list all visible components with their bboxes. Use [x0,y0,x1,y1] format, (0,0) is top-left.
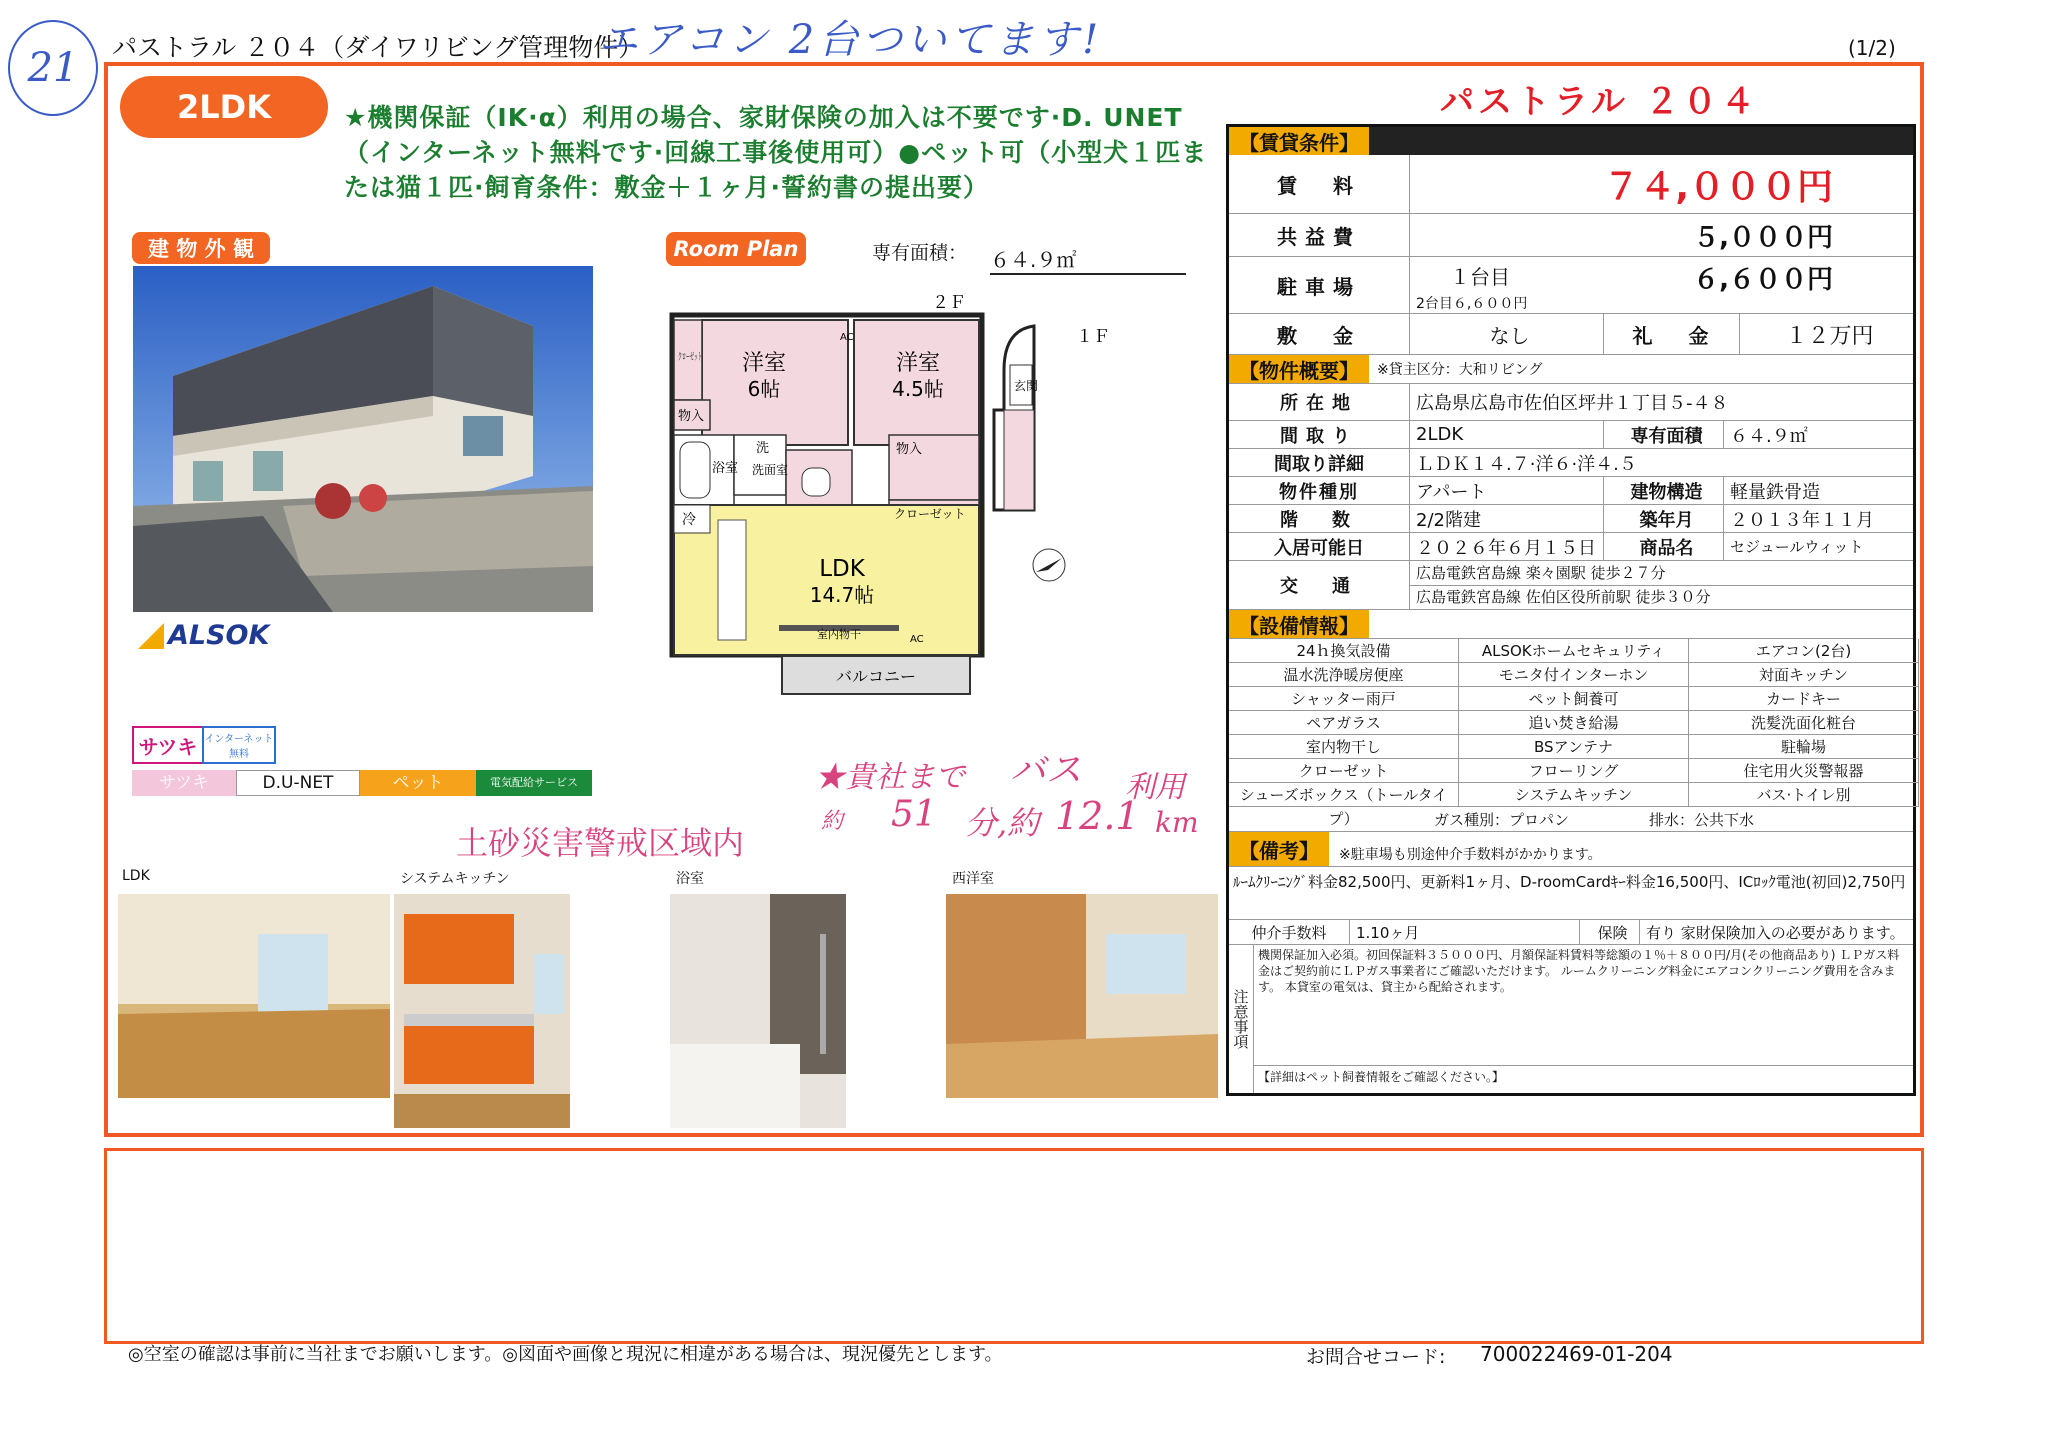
floor-2-label: ２Ｆ [932,293,966,313]
structure-value: 軽量鉄骨造 [1723,477,1913,504]
detail-label: 間取り詳細 [1274,453,1364,475]
access-line2a: 約 [821,809,844,834]
ldk-size: 14.7帖 [809,583,875,607]
transport-line-1: 広島電鉄宮島線 楽々園駅 徒歩２７分 [1410,561,1913,586]
notes-block [1229,945,1913,1093]
access-line2c: 分,約 [965,804,1040,842]
fees-text: ﾙｰﾑｸﾘｰﾆﾝｸﾞ料金82,500円、更新料1ヶ月、D-roomCardｷｰ料金16,500円、ICﾛｯｸ電池(初回)2,750円 [1229,867,1913,920]
washroom-label: 洗面室 [752,463,789,477]
page-number: (1/2) [1848,36,1896,60]
layout-badge: 2LDK [120,76,328,138]
common-value: ５,０００円 [1409,214,1913,256]
remarks-section-title: 【備考】 [1229,832,1329,866]
equipment-item: エアコン(2台) [1689,639,1919,663]
equipment-section-header [1229,610,1913,639]
parking-fee-note: ※駐車場も別途仲介手数料がかかります。 [1339,847,1602,863]
detail-value: ＬＤＫ１４.７·洋６·洋４.５ [1409,449,1913,476]
alsok-logo [138,620,269,651]
internet-badge-text: インターネット無料 [204,734,274,760]
insurance-value: 有り 家財保険加入の必要があります。 [1639,920,1913,944]
inquiry-code-label: お問合せコード: [1306,1346,1446,1368]
built-value: ２０１３年１１月 [1723,505,1913,532]
layout-label: 間取り [1280,425,1358,447]
equipment-item: ペアガラス [1229,711,1459,735]
equipment-item: クローゼット [1229,759,1459,783]
rent-row [1229,155,1913,214]
document-title: パストラル ２０４（ダイワリビング管理物件） [112,33,644,62]
closet2-label: クローゼット [894,507,966,521]
overview-section-title: 【物件概要】 [1229,355,1369,383]
storage-label: 物入 [678,409,705,424]
fridge-label: 冷 [682,512,696,528]
equipment-item: シューズボックス（トールタイプ） [1229,783,1459,807]
rent-section-header [1229,127,1913,155]
alsok-mark-icon [138,623,164,649]
room-plan-label: Room Plan [666,232,806,266]
equipment-item: 24ｈ換気設備 [1229,639,1459,663]
photo-caption-western: 西洋室 [952,871,994,887]
exterior-label: 建 物 外 観 [132,232,270,264]
movein-value: ２０２６年６月１５日 [1409,533,1603,560]
key-money-value: １２万円 [1739,314,1913,354]
access-line1c: 利用 [1125,770,1185,805]
transport-label: 交 通 [1280,576,1358,597]
equipment-item: 室内物干し [1229,735,1459,759]
equipment-item: フローリング [1459,759,1689,783]
parking-second: 2台目６,６００円 [1416,296,1528,312]
wash-label: 洗 [756,441,770,456]
photo-caption-bath: 浴室 [676,871,704,887]
lower-frame [104,1148,1924,1344]
parking-label: 駐車場 [1277,274,1361,299]
hazard-note: 土砂災害警戒区域内 [456,824,745,862]
layout-row [1229,421,1913,449]
common-label: 共益費 [1277,224,1361,249]
floor-plan [664,290,1114,705]
inquiry-code: 700022469-01-204 [1480,1342,1673,1366]
closet-label [678,351,702,363]
equipment-item: 駐輪場 [1689,735,1919,759]
equipment-item: バス·トイレ別 [1689,783,1919,807]
brokerage-value: 1.10ヶ月 [1349,920,1579,944]
equipment-item: カードキー [1689,687,1919,711]
common-row [1229,214,1913,257]
deposit-row [1229,314,1913,355]
insurance-label: 保険 [1579,920,1639,944]
equipment-item: モニタ付インターホン [1459,663,1689,687]
details-table [1226,124,1916,1096]
movein-row [1229,533,1913,561]
floors-row [1229,505,1913,533]
photo-western [946,894,1218,1098]
product-value: セジュールウィット [1723,533,1913,560]
circle-number [8,20,98,116]
equipment-item: ペット飼養可 [1459,687,1689,711]
brokerage-row [1229,920,1913,945]
indoor-dry-label: 室内物干 [817,628,861,641]
satsuki-bar-badge: サツキ [132,770,236,796]
room2-label: 洋室 [895,351,941,376]
entrance-label: 玄関 [1014,379,1039,393]
parking-first: １台目 [1450,265,1510,289]
key-money-label: 礼 金 [1603,314,1739,354]
bath-label: 浴室 [712,461,739,476]
access-line1a: ★貴社まで [815,760,965,795]
exterior-photo [133,266,593,612]
equipment-item: 温水洗浄暖房便座 [1229,663,1459,687]
product-label: 商品名 [1603,533,1723,560]
storage2-label: 物入 [896,442,923,457]
built-label: 築年月 [1603,505,1723,532]
photo-kitchen [394,894,570,1128]
equipment-item: シャッター雨戸 [1229,687,1459,711]
area-detail-value: ６４.９㎡ [1723,421,1913,448]
equipment-item: 追い焚き給湯 [1459,711,1689,735]
overview-note: ※貸主区分：大和リビング [1377,362,1543,378]
ac-label-1: AC [840,332,854,343]
ldk-label: LDK [819,556,865,582]
satsuki-badge-text: サツキ [138,734,198,759]
photo-bath [670,894,846,1128]
floors-value: 2/2階建 [1409,505,1603,532]
internet-badge [202,726,276,764]
equipment-section-title: 【設備情報】 [1229,610,1369,638]
floors-label: 階 数 [1280,509,1358,531]
type-value: アパート [1409,477,1603,504]
access-line2d: 12.1 [1055,794,1140,838]
photo-caption-kitchen: システムキッチン [400,871,510,887]
equipment-item: ALSOKホームセキュリティ [1459,639,1689,663]
notes-label: 注意事項 [1229,945,1254,1093]
type-row [1229,477,1913,505]
parking-value: ６,６００円 [1693,265,1833,295]
movein-label: 入居可能日 [1274,537,1364,559]
badge-bar [132,770,592,796]
rent-section-title: 【賃貸条件】 [1229,127,1369,155]
brokerage-label: 仲介手数料 [1251,923,1327,942]
handwritten-access [815,742,1199,862]
address-label: 所在地 [1280,393,1358,414]
delivery-badge: 電気配給サービス [476,770,592,796]
pet-note: 【詳細はペット飼養情報をご確認ください。】 [1254,1065,1913,1085]
transport-line-2: 広島電鉄宮島線 佐伯区役所前駅 徒歩３０分 [1416,588,1711,606]
transport-row [1229,561,1913,610]
pet-badge: ペット [360,770,476,796]
access-line2e: km [1155,806,1199,839]
satsuki-badge [132,726,204,764]
address-value: 広島県広島市佐伯区坪井１丁目５-４８ [1409,384,1913,420]
equipment-item: 洗髪洗面化粧台 [1689,711,1919,735]
area-value: ６４.９㎡ [990,244,1186,275]
detail-row [1229,449,1913,477]
ac-label-2: AC [910,634,924,645]
rent-value: ７４,０００円 [1409,155,1913,213]
equipment-item: 住宅用火災警報器 [1689,759,1919,783]
footer-disclaimer: ◎空室の確認は事前に当社までお願いします。◎図面や画像と現況に相違がある場合は、現況優先とします。 [128,1344,1003,1365]
overview-section-header [1229,355,1913,384]
deposit-value: なし [1409,314,1603,354]
structure-label: 建物構造 [1603,477,1723,504]
features-text: ★機関保証（IK·α）利用の場合、家財保険の加入は不要です·D. UNET（インターネット無料です·回線工事後使用可）●ペット可（小型犬１匹または猫１匹·飼育条件：敷金＋１ヶ月·誓約書の提出要） [344,103,1208,202]
dunet-badge: D.U-NET [236,770,360,796]
address-row [1229,384,1913,421]
deposit-label: 敷 金 [1277,323,1361,348]
handwritten-note: エアコン 2台ついてます! [598,17,1103,63]
floor-1-label: １Ｆ [1076,327,1110,347]
equipment-item: 対面キッチン [1689,663,1919,687]
area-detail-label: 専有面積 [1603,421,1723,448]
room2-size: 4.5帖 [892,377,944,401]
equipment-item: BSアンテナ [1459,735,1689,759]
parking-row [1229,257,1913,314]
property-name: パストラル ２０４ [1440,82,1759,122]
photo-ldk [118,894,390,1098]
notes-text: 機関保証加入必須。初回保証料３５０００円、月額保証料賃料等総額の１％＋８００円/月(その他商品あり) ＬＰガス料金はご契約前にＬＰガス事業者にご確認いただけます。 ルームクリーニング料金にエアコンクリーニング費用を含みます。 本貸室の電気は、貸主から配給されます。 [1258,948,1900,994]
alsok-logo-text: ALSOK [168,620,270,651]
equipment-item: システムキッチン [1459,783,1689,807]
room1-size: 6帖 [747,377,781,401]
photo-caption-ldk: LDK [122,868,150,884]
layout-value: 2LDK [1409,421,1603,448]
balcony-label: バルコニー [835,667,917,686]
gas-type: ガス種別：プロパン [1433,810,1569,829]
access-line2b: 51 [891,794,937,835]
circle-number-text: 21 [27,45,79,91]
access-line1b: バス [1010,750,1083,791]
drain-type: 排水：公共下水 [1649,810,1755,829]
room1-label: 洋室 [741,351,787,376]
type-label: 物件種別 [1279,481,1359,503]
remarks-section-header [1229,832,1913,867]
rent-label: 賃 料 [1277,173,1361,198]
gas-drain-row [1229,807,1913,832]
area-label: 専有面積： [872,242,968,264]
